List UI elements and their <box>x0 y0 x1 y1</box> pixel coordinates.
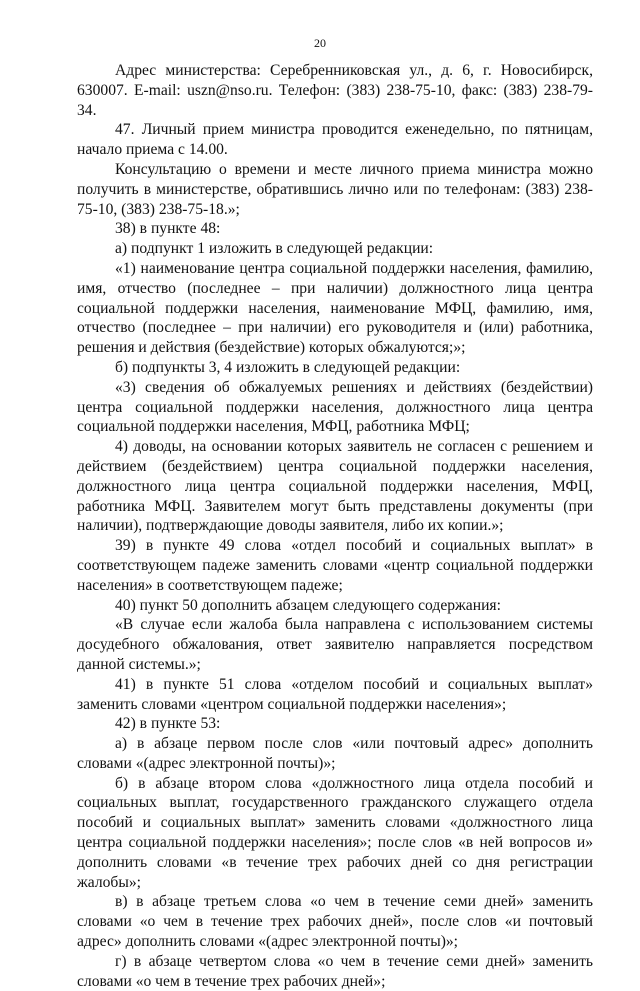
paragraph-42b: б) в абзаце втором слова «должностного лица отдела пособий и социальных выплат, государственного гражданского служащего отдела пособий и социальных выплат» заменить словами «должностного лица центра социальной поддержки населения»; после слов «в ней вопросов и» дополнить словами «в течение трех рабочих дней со дня регистрации жалобы»; <box>77 774 593 891</box>
paragraph-item-47: 47. Личный прием министра проводится еженедельно, по пятницам, начало приема с 14.00. <box>77 121 593 159</box>
paragraph-item-42: 42) в пункте 53: <box>115 715 221 733</box>
paragraph-42d: г) в абзаце четвертом слова «о чем в течение семи дней» заменить словами «о чем в течение трех рабочих дней»; <box>77 952 593 990</box>
paragraph-consultation: Консультацию о времени и месте личного приема министра можно получить в министерстве, обратившись лично или по телефонам: (383) 238-75-10, (383) 238-75-18.»; <box>77 160 593 218</box>
paragraph-item-40-text: «В случае если жалоба была направлена с использованием системы досудебного обжалования, ответ заявителю направляется посредством данной системы.»; <box>77 616 593 673</box>
paragraph-38b: б) подпункты 3, 4 изложить в следующей редакции: <box>115 358 461 376</box>
paragraph-38a: а) подпункт 1 изложить в следующей редакции: <box>115 240 434 258</box>
paragraph-subitem-4: 4) доводы, на основании которых заявитель не согласен с решением и действием (бездействием) центра социальной поддержки населения, должностного лица центра социальной поддержки населения, МФЦ, работника МФЦ. Заявителем могут быть представлены документы (при наличии), подтверждающие доводы заявителя, либо их копии.»; <box>77 438 593 535</box>
paragraph-42c: в) в абзаце третьем слова «о чем в течение семи дней» заменить словами «о чем в течение трех рабочих дней», после слов «и почтовый адрес» дополнить словами «(адрес электронной почты)»; <box>77 893 593 951</box>
paragraph-42a: а) в абзаце первом после слов «или почтовый адрес» дополнить словами «(адрес электронной почты)»; <box>77 735 593 772</box>
paragraph-item-39: 39) в пункте 49 слова «отдел пособий и социальных выплат» в соответствующем падеже заменить словами «центр социальной поддержки населения» в соответствующем падеже; <box>77 537 593 594</box>
paragraph-item-41: 41) в пункте 51 слова «отделом пособий и социальных выплат» заменить словами «центром социальной поддержки населения»; <box>77 675 593 713</box>
paragraph-subitem-3: «3) сведения об обжалуемых решениях и действиях (бездействии) центра социальной поддержки населения, должностного лица центра социальной поддержки населения, МФЦ, работника МФЦ; <box>77 378 593 436</box>
page-number: 20 <box>314 36 326 50</box>
document-body <box>77 61 593 991</box>
paragraph-ministry-address: Адрес министерства: Серебренниковская ул., д. 6, г. Новосибирск, 630007. E-mail: uszn@nso.ru. Телефон: (383) 238-75-10, факс: (383) 238-79-34. <box>77 62 593 119</box>
paragraph-item-38: 38) в пункте 48: <box>115 220 221 238</box>
paragraph-item-40: 40) пункт 50 дополнить абзацем следующего содержания: <box>115 596 501 614</box>
paragraph-subitem-1: «1) наименование центра социальной поддержки населения, фамилию, имя, отчество (последнее – при наличии) должностного лица центра социальной поддержки населения, наименование МФЦ, фамилию, имя, отчество (последнее – при наличии) его руководителя и (или) работника, решения и действия (бездействие) которых обжалуются;»; <box>77 259 593 357</box>
